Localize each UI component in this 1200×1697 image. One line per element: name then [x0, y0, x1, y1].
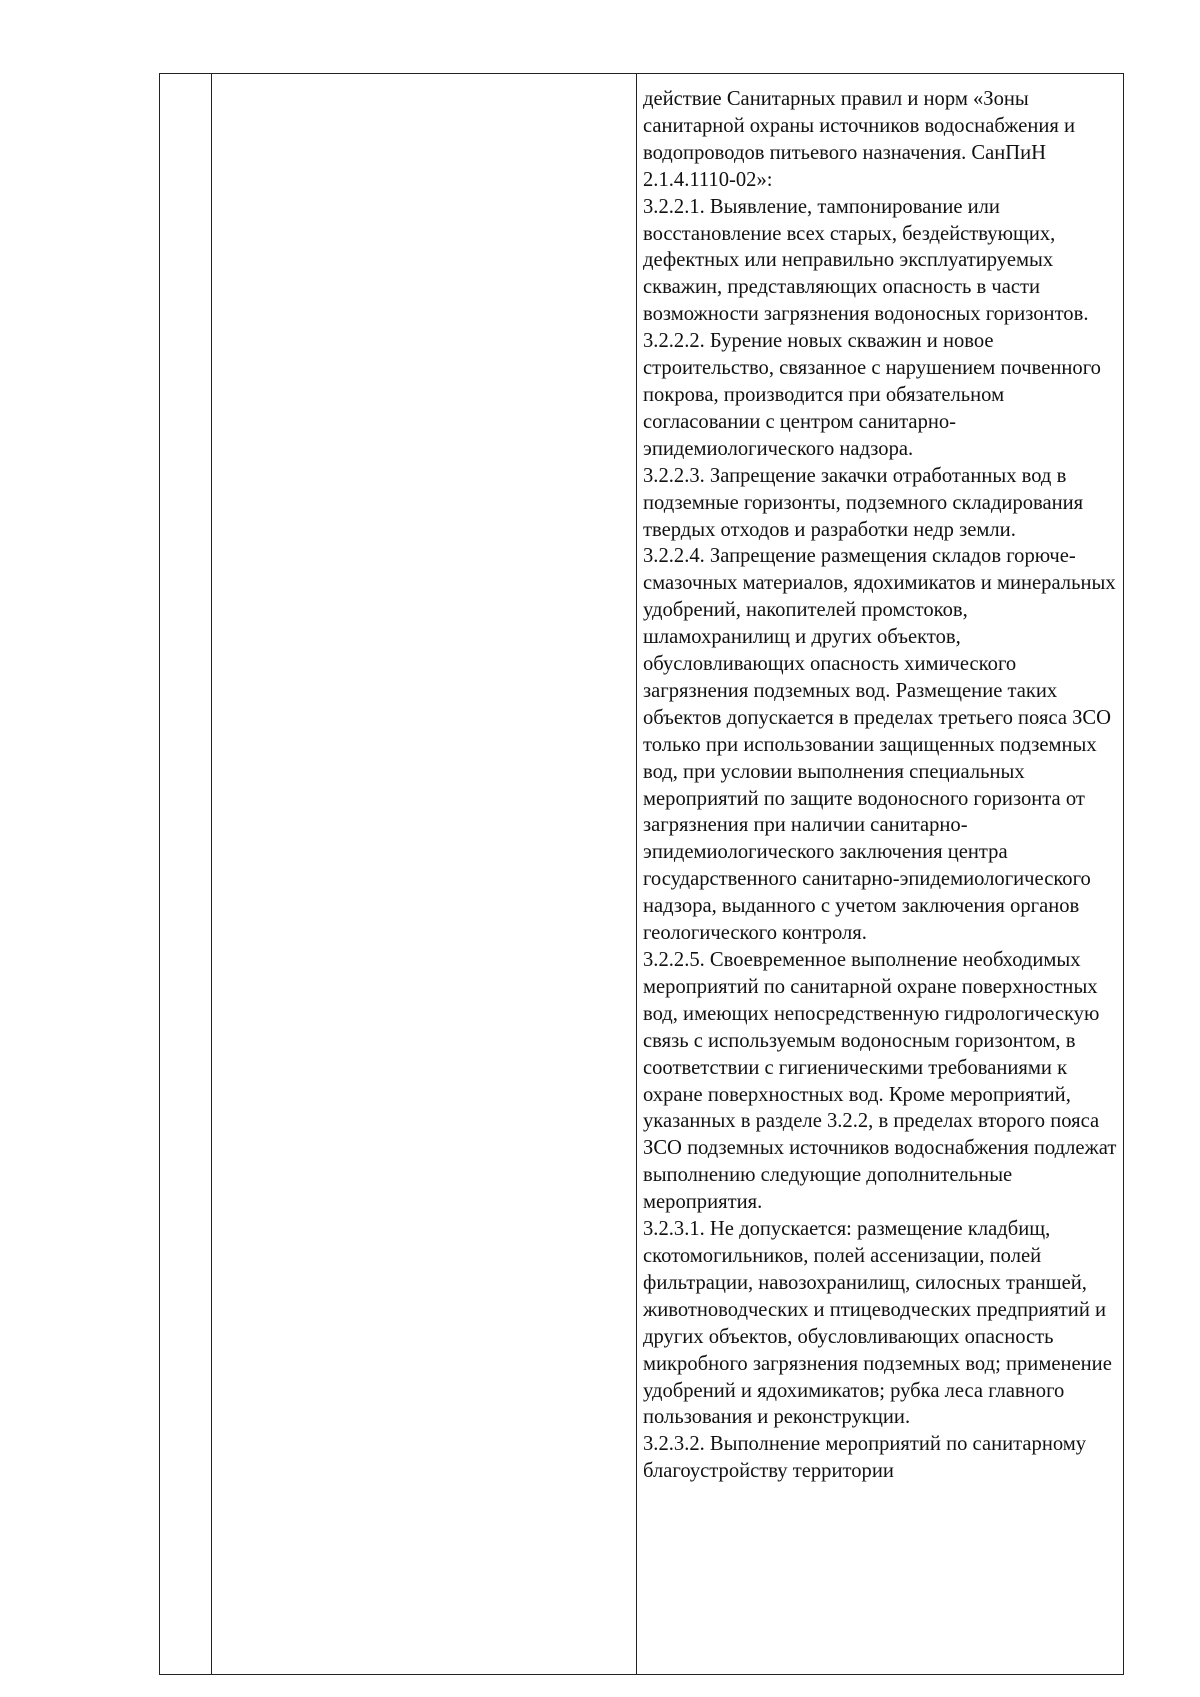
- content-cell-text: [637, 74, 1123, 1485]
- paragraph-3-2-2-1: 3.2.2.1. Выявление, тампонирование или восстановление всех старых, бездействующих, дефектных или неправильно эксплуатируемых скважин, представляющих опасность в части возможности загрязнения водоносных горизонтов.: [643, 195, 1089, 326]
- table-row: [160, 74, 1124, 1675]
- paragraph-3-2-2-2: 3.2.2.2. Бурение новых скважин и новое строительство, связанное с нарушением почвенного покрова, производится при обязательном согласовании с центром санитарно-эпидемиологического надзора.: [643, 330, 1101, 460]
- paragraph-3-2-2-3: 3.2.2.3. Запрещение закачки отработанных вод в подземные горизонты, подземного складирования твердых отходов и разработки недр земли.: [643, 464, 1084, 541]
- regulations-table: [159, 73, 1124, 1675]
- paragraph-intro: действие Санитарных правил и норм «Зоны санитарной охраны источников водоснабжения и водопроводов питьевого назначения. СанПиН 2.1.4.1110-02»:: [643, 88, 1076, 191]
- paragraph-3-2-3-2: 3.2.3.2. Выполнение мероприятий по санитарному благоустройству территории: [643, 1433, 1087, 1483]
- content-cell: [637, 74, 1124, 1675]
- name-cell: [212, 74, 637, 1675]
- paragraph-3-2-3-1: 3.2.3.1. Не допускается: размещение кладбищ, скотомогильников, полей ассенизации, полей фильтрации, навозохранилищ, силосных траншей, животноводческих и птицеводческих предприятий и других объектов, обусловливающих опасность микробного загрязнения подземных вод; применение удобрений и ядохимикатов; рубка леса главного пользования и реконструкции.: [643, 1218, 1112, 1429]
- paragraph-3-2-2-4: 3.2.2.4. Запрещение размещения складов горюче-смазочных материалов, ядохимикатов и минеральных удобрений, накопителей промстоков, шламохранилищ и других объектов, обусловливающих опасность химического загрязнения подземных вод. Размещение таких объектов допускается в пределах третьего пояса ЗСО только при использовании защищенных подземных вод, при условии выполнения специальных мероприятий по защите водоносного горизонта от загрязнения при наличии санитарно-эпидемиологического заключения центра государственного санитарно-эпидемиологического надзора, выданного с учетом заключения органов геологического контроля.: [643, 545, 1116, 945]
- paragraph-3-2-2-5: 3.2.2.5. Своевременное выполнение необходимых мероприятий по санитарной охране поверхностных вод, имеющих непосредственную гидрологическую связь с используемым водоносным горизонтом, в соответствии с гигиеническими требованиями к охране поверхностных вод. Кроме мероприятий, указанных в разделе 3.2.2, в пределах второго пояса ЗСО подземных источников водоснабжения подлежат выполнению следующие дополнительные мероприятия.: [643, 949, 1117, 1214]
- number-cell-text: [160, 74, 211, 86]
- number-cell: [160, 74, 212, 1675]
- name-cell-text: [212, 74, 636, 86]
